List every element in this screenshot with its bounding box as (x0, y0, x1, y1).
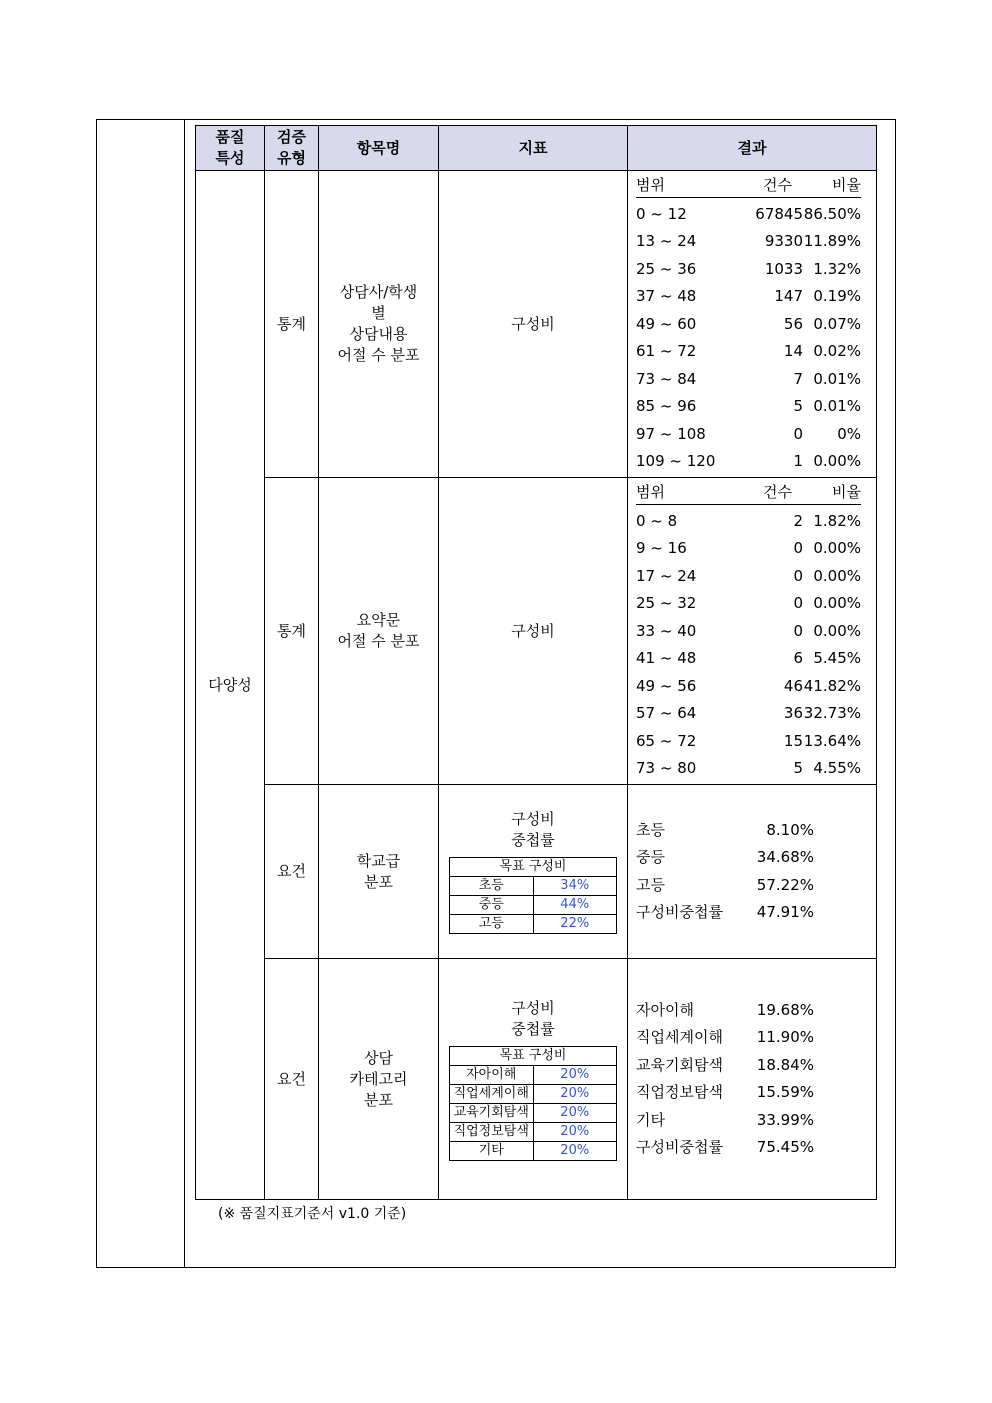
result-row (628, 899, 876, 927)
result-row (636, 535, 861, 563)
result-row (636, 393, 861, 421)
target-label: 초등 (450, 877, 534, 896)
indicator-cell: 구성비 (439, 171, 628, 478)
result-row (628, 1024, 876, 1052)
result-count: 5 (793, 397, 803, 415)
result-row (636, 256, 861, 284)
result-ratio: 0.07% (813, 314, 861, 333)
result-value: 34.68% (756, 848, 814, 866)
result-row (628, 1079, 876, 1107)
result-count: 1 (793, 452, 803, 470)
result-ratio: 1.32% (813, 259, 861, 278)
result-row (636, 421, 861, 449)
result-label: 중등 (636, 848, 665, 866)
result-ratio: 0.00% (813, 566, 861, 585)
result-list (628, 173, 876, 476)
result-label: 자아이해 (636, 1000, 694, 1019)
result-count: 36 (783, 704, 803, 722)
result-label: 고등 (636, 875, 665, 894)
result-count: 67845 (755, 204, 803, 223)
result-row (636, 228, 861, 256)
result-cell (628, 785, 877, 959)
result-label: 초등 (636, 820, 665, 839)
result-row (636, 590, 861, 618)
target-ratio-table (449, 1046, 617, 1161)
target-label: 직업정보탐색 (450, 1122, 534, 1141)
target-label: 기타 (450, 1141, 534, 1160)
result-ratio: 0.00% (813, 539, 861, 557)
result-list (628, 817, 876, 927)
result-row (628, 997, 876, 1025)
result-ratio: 0.19% (813, 287, 861, 305)
result-ratio: 41.82% (803, 676, 861, 695)
target-value: 20% (533, 1103, 617, 1122)
result-header: 범위 건수 비율 (636, 480, 861, 505)
result-row (636, 283, 861, 311)
target-ratio-table (449, 857, 617, 934)
result-label: 구성비중첩률 (636, 903, 723, 921)
result-ratio: 5.45% (813, 649, 861, 667)
type-cell: 통계 (265, 478, 319, 785)
indicator-title: 구성비 중첩률 (511, 810, 555, 849)
type-cell: 요건 (265, 785, 319, 959)
type-cell: 통계 (265, 171, 319, 478)
result-label: 직업세계이해 (636, 1028, 723, 1046)
indicator-cell (439, 959, 628, 1200)
result-range: 33 ~ 40 (636, 621, 697, 640)
result-range: 97 ~ 108 (636, 424, 706, 443)
result-row (636, 673, 861, 701)
target-header: 목표 구성비 (450, 1046, 617, 1065)
result-count: 1033 (764, 259, 803, 278)
result-range: 49 ~ 60 (636, 314, 697, 333)
result-row (636, 366, 861, 394)
result-cell (628, 478, 877, 785)
result-value: 75.45% (756, 1138, 814, 1156)
result-range: 25 ~ 36 (636, 259, 697, 278)
result-row (636, 618, 861, 646)
result-ratio: 86.50% (803, 204, 861, 223)
result-label: 교육기회탐색 (636, 1055, 723, 1074)
quality-table (195, 125, 877, 1200)
result-row (628, 1107, 876, 1135)
result-row (636, 508, 861, 536)
result-row (636, 700, 861, 728)
result-count: 46 (783, 676, 803, 695)
target-value: 20% (533, 1065, 617, 1084)
header-row (196, 126, 877, 171)
target-value: 44% (533, 896, 617, 915)
result-ratio: 0.01% (813, 397, 861, 415)
target-value: 34% (533, 877, 617, 896)
header-result: 결과 (628, 126, 877, 171)
table-row (196, 171, 877, 478)
result-range: 0 ~ 12 (636, 204, 687, 223)
result-row (636, 563, 861, 591)
result-ratio: 0.00% (813, 621, 861, 640)
footnote: (※ 품질지표기준서 v1.0 기준) (218, 1206, 407, 1222)
result-count: 0 (793, 621, 803, 640)
result-header: 범위 건수 비율 (636, 173, 861, 198)
result-count: 0 (793, 594, 803, 612)
result-row (628, 1134, 876, 1162)
result-count: 9330 (764, 232, 803, 250)
result-row (628, 817, 876, 845)
result-cell (628, 959, 877, 1200)
result-value: 18.84% (756, 1055, 814, 1074)
result-count: 14 (783, 342, 803, 360)
result-range: 9 ~ 16 (636, 539, 687, 557)
result-range: 0 ~ 8 (636, 511, 678, 530)
result-range: 41 ~ 48 (636, 649, 697, 667)
item-cell: 상담사/학생 별 상담내용 어절 수 분포 (319, 171, 439, 478)
result-ratio: 13.64% (803, 731, 861, 750)
result-label: 구성비중첩률 (636, 1138, 723, 1156)
header-quality: 품질 특성 (196, 126, 265, 171)
result-count: 15 (783, 731, 803, 750)
result-range: 17 ~ 24 (636, 566, 697, 585)
result-value: 11.90% (756, 1028, 814, 1046)
result-value: 19.68% (756, 1000, 814, 1019)
result-ratio: 0% (837, 424, 861, 443)
result-row (636, 755, 861, 783)
result-row (636, 728, 861, 756)
result-range: 85 ~ 96 (636, 397, 697, 415)
result-label: 직업정보탐색 (636, 1083, 723, 1101)
result-value: 8.10% (766, 820, 814, 839)
result-count: 7 (793, 369, 803, 388)
result-label: 기타 (636, 1110, 665, 1129)
table-row (196, 785, 877, 959)
result-row (636, 448, 861, 476)
header-type: 검증 유형 (265, 126, 319, 171)
result-list (628, 997, 876, 1162)
result-ratio: 11.89% (803, 232, 861, 250)
target-value: 20% (533, 1084, 617, 1103)
result-range: 37 ~ 48 (636, 287, 697, 305)
result-row (636, 645, 861, 673)
result-range: 49 ~ 56 (636, 676, 697, 695)
result-range: 61 ~ 72 (636, 342, 697, 360)
result-value: 15.59% (756, 1083, 814, 1101)
result-count: 0 (793, 424, 803, 443)
result-count: 147 (774, 287, 803, 305)
type-cell: 요건 (265, 959, 319, 1200)
result-ratio: 4.55% (813, 759, 861, 777)
result-count: 2 (793, 511, 803, 530)
category-cell: 다양성 (196, 171, 265, 1200)
item-cell: 상담 카테고리 분포 (319, 959, 439, 1200)
indicator-title: 구성비 중첩률 (511, 998, 555, 1038)
result-row (628, 872, 876, 900)
indicator-cell (439, 785, 628, 959)
target-value: 20% (533, 1122, 617, 1141)
result-value: 57.22% (756, 875, 814, 894)
result-row (636, 311, 861, 339)
result-ratio: 0.02% (813, 342, 861, 360)
target-value: 22% (533, 915, 617, 934)
result-range: 65 ~ 72 (636, 731, 697, 750)
result-row (628, 1052, 876, 1080)
result-count: 5 (793, 759, 803, 777)
result-ratio: 0.00% (813, 452, 861, 470)
item-cell: 요약문 어절 수 분포 (319, 478, 439, 785)
result-range: 25 ~ 32 (636, 594, 697, 612)
target-value: 20% (533, 1141, 617, 1160)
indicator-cell: 구성비 (439, 478, 628, 785)
target-label: 자아이해 (450, 1065, 534, 1084)
result-count: 6 (793, 649, 803, 667)
result-value: 47.91% (756, 903, 814, 921)
result-range: 109 ~ 120 (636, 452, 716, 470)
result-cell (628, 171, 877, 478)
result-value: 33.99% (756, 1110, 814, 1129)
target-label: 고등 (450, 915, 534, 934)
result-range: 73 ~ 80 (636, 759, 697, 777)
result-count: 0 (793, 566, 803, 585)
target-label: 중등 (450, 896, 534, 915)
result-ratio: 0.01% (813, 369, 861, 388)
target-header: 목표 구성비 (450, 858, 617, 877)
target-label: 교육기회탐색 (450, 1103, 534, 1122)
target-label: 직업세계이해 (450, 1084, 534, 1103)
result-range: 73 ~ 84 (636, 369, 697, 388)
result-range: 57 ~ 64 (636, 704, 697, 722)
table-row (196, 478, 877, 785)
header-item: 항목명 (319, 126, 439, 171)
item-cell: 학교급 분포 (319, 785, 439, 959)
result-ratio: 1.82% (813, 511, 861, 530)
result-ratio: 0.00% (813, 594, 861, 612)
result-row (636, 338, 861, 366)
result-ratio: 32.73% (803, 704, 861, 722)
result-row (636, 201, 861, 229)
result-range: 13 ~ 24 (636, 232, 697, 250)
result-count: 56 (783, 314, 803, 333)
header-indicator: 지표 (439, 126, 628, 171)
frame-divider (184, 119, 185, 1268)
result-count: 0 (793, 539, 803, 557)
result-row (628, 844, 876, 872)
table-row (196, 959, 877, 1200)
result-list (628, 480, 876, 783)
